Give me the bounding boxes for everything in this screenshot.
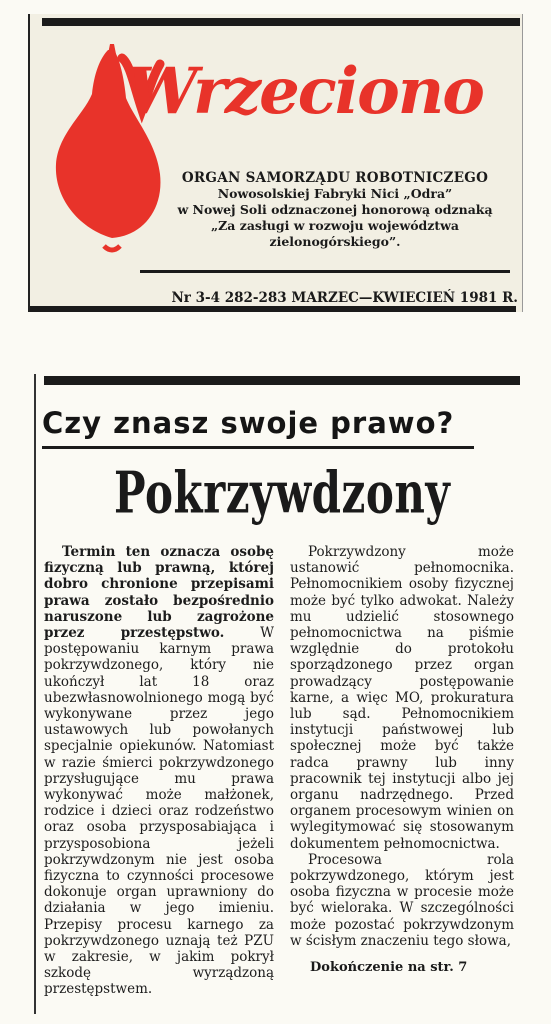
organ-line: ORGAN SAMORZĄDU ROBOTNICZEGO bbox=[181, 170, 489, 186]
intro-text: Termin ten oznacza osobę fizyczną lub prawną, której dobro chronione przepisami prawa zostało bezpośrednio naruszone lub zagrożone przez przestępstwo. bbox=[44, 544, 274, 642]
continued-note: Dokończenie na str. 7 bbox=[310, 960, 468, 975]
article-top-rule bbox=[44, 376, 520, 385]
article bbox=[34, 374, 520, 1014]
article-column-right bbox=[290, 544, 514, 949]
article-column-left bbox=[44, 544, 274, 998]
rubric-underline bbox=[42, 446, 474, 449]
organ-line: w Nowej Soli odznaczonej honorową odznaką bbox=[177, 202, 493, 217]
organ-line: zielonogórskiego”. bbox=[269, 234, 401, 249]
organ-description bbox=[160, 170, 510, 250]
masthead bbox=[28, 14, 523, 312]
organ-line: Nowosolskiej Fabryki Nici „Odra” bbox=[217, 186, 453, 201]
organ-line: „Za zasługi w rozwoju województwa bbox=[210, 218, 460, 233]
masthead-divider bbox=[140, 270, 510, 273]
masthead-bottom-rule bbox=[30, 306, 516, 312]
issue-line: Nr 3-4 282-283 MARZEC—KWIECIEŃ 1981 R. bbox=[171, 290, 518, 306]
body-text: W postępowaniu karnym prawa pokrzywdzonego, który nie ukończył lat 18 oraz ubezwłasnowolnionego mogą być wykonywane przez jego ustawowych lub powołanych specjalnie opiekunów. Natomiast w razie śmierci pokrzywdzonego przysługujące mu prawa wykonywać może małżonek, rodzice i dzieci oraz rodzeństwo oraz osoba przysposabiająca i przysposobiona jeżeli pokrzywdzonym nie jest osoba fizyczna to czynności procesowe dokonuje organ uprawniony do działania w jego imieniu. Przepisy procesu karnego za pokrzywdzonego uznają też PZU w zakresie, w jakim pokrył szkodę wyrządzoną przestępstwem. bbox=[44, 625, 274, 998]
article-headline: Pokrzywdzony bbox=[114, 460, 451, 527]
paragraph: Pokrzywdzony może ustanowić pełnomocnika. Pełnomocnikiem osoby fizycznej może być tylko adwokat. Należy mu udzielić stosownego pełnomocnictwa na piśmie względnie do protokołu sporządzonego przez organ prowadzący postępowanie karne, a więc MO, prokuratura lub sąd. Pełnomocnikiem instytucji państwowej lub społecznej może być także radca prawny lub inny pracownik tej instytucji albo jej organu nadrzędnego. Przed organem procesowym winien on wylegitymować się stosowanym dokumentem pełnomocnictwa. bbox=[290, 544, 514, 852]
logo-wordmark: Wrzeciono bbox=[126, 54, 483, 129]
rubric-title: Czy znasz swoje prawo? bbox=[42, 406, 455, 440]
paragraph: Procesowa rola pokrzywdzonego, którym jest osoba fizyczna w procesie może być wieloraka. W szczególności może pozostać pokrzywdzonym w ścisłym znaczeniu tego słowa, bbox=[290, 851, 514, 949]
